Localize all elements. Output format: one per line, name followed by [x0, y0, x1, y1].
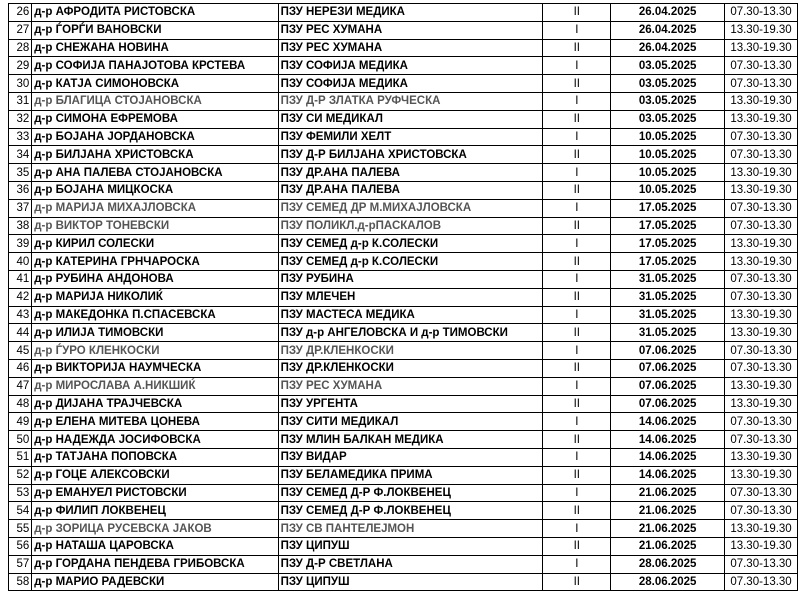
- table-row: [9, 324, 798, 342]
- institution-name: ПЗУ ВИДАР: [278, 448, 543, 466]
- institution-name: ПЗУ СЕМЕД ДР М.МИХАЈЛОВСКА: [278, 199, 543, 217]
- shift-code: II: [543, 359, 611, 377]
- shift-code: II: [543, 217, 611, 235]
- institution-name: ПЗУ СЕМЕД д-р К.СОЛЕСКИ: [278, 235, 543, 253]
- row-number: 30: [9, 75, 32, 93]
- institution-name: ПЗУ Д-Р СВЕТЛАНА: [278, 555, 543, 573]
- institution-name: ПЗУ РУБИНА: [278, 270, 543, 288]
- shift-code: I: [543, 484, 611, 502]
- doctor-name: д-р ЃУРО КЛЕНКОСКИ: [32, 342, 278, 360]
- table-row: [9, 395, 798, 413]
- row-number: 26: [9, 4, 32, 22]
- table-row: [9, 413, 798, 431]
- doctor-name: д-р СИМОНА ЕФРЕМОВА: [32, 110, 278, 128]
- shift-code: I: [543, 413, 611, 431]
- shift-code: I: [543, 520, 611, 538]
- row-number: 55: [9, 520, 32, 538]
- row-number: 41: [9, 270, 32, 288]
- shift-code: II: [543, 39, 611, 57]
- duty-time: 13.30-19.30: [725, 520, 798, 538]
- shift-code: II: [543, 4, 611, 22]
- shift-code: I: [543, 164, 611, 182]
- duty-date: 14.06.2025: [611, 466, 725, 484]
- doctor-name: д-р МИРОСЛАВА А.НИКШИЌ: [32, 377, 278, 395]
- shift-code: II: [543, 431, 611, 449]
- institution-name: ПЗУ СВ ПАНТЕЛЕЈМОН: [278, 520, 543, 538]
- shift-code: I: [543, 92, 611, 110]
- institution-name: ПЗУ ДР.КЛЕНКОСКИ: [278, 359, 543, 377]
- table-row: [9, 342, 798, 360]
- shift-code: II: [543, 75, 611, 93]
- doctor-name: д-р ТАТЈАНА ПОПОВСКА: [32, 448, 278, 466]
- schedule-body: [9, 4, 798, 591]
- schedule-table: [8, 3, 798, 591]
- row-number: 50: [9, 431, 32, 449]
- row-number: 58: [9, 573, 32, 591]
- table-row: [9, 306, 798, 324]
- institution-name: ПЗУ НЕРЕЗИ МЕДИКА: [278, 4, 543, 22]
- table-row: [9, 75, 798, 93]
- institution-name: ПЗУ РЕС ХУМАНА: [278, 39, 543, 57]
- doctor-name: д-р ЗОРИЦА РУСЕВСКА ЈАКОВ: [32, 520, 278, 538]
- table-row: [9, 199, 798, 217]
- row-number: 29: [9, 57, 32, 75]
- duty-time: 13.30-19.30: [725, 164, 798, 182]
- institution-name: ПЗУ МЛЕЧЕН: [278, 288, 543, 306]
- row-number: 27: [9, 21, 32, 39]
- table-row: [9, 253, 798, 271]
- row-number: 48: [9, 395, 32, 413]
- institution-name: ПЗУ ДР.КЛЕНКОСКИ: [278, 342, 543, 360]
- duty-time: 07.30-13.30: [725, 555, 798, 573]
- table-row: [9, 128, 798, 146]
- duty-date: 21.06.2025: [611, 520, 725, 538]
- doctor-name: д-р КИРИЛ СОЛЕСКИ: [32, 235, 278, 253]
- duty-time: 13.30-19.30: [725, 466, 798, 484]
- institution-name: ПЗУ Д-Р БИЛЈАНА ХРИСТОВСКА: [278, 146, 543, 164]
- duty-date: 31.05.2025: [611, 306, 725, 324]
- duty-date: 28.06.2025: [611, 573, 725, 591]
- doctor-name: д-р БИЛЈАНА ХРИСТОВСКА: [32, 146, 278, 164]
- row-number: 44: [9, 324, 32, 342]
- duty-time: 13.30-19.30: [725, 537, 798, 555]
- shift-code: II: [543, 146, 611, 164]
- row-number: 33: [9, 128, 32, 146]
- duty-time: 07.30-13.30: [725, 359, 798, 377]
- row-number: 43: [9, 306, 32, 324]
- duty-date: 03.05.2025: [611, 75, 725, 93]
- table-row: [9, 164, 798, 182]
- row-number: 54: [9, 502, 32, 520]
- institution-name: ПЗУ СИ МЕДИКАЛ: [278, 110, 543, 128]
- duty-date: 03.05.2025: [611, 92, 725, 110]
- duty-time: 07.30-13.30: [725, 4, 798, 22]
- shift-code: II: [543, 181, 611, 199]
- duty-date: 10.05.2025: [611, 181, 725, 199]
- shift-code: I: [543, 57, 611, 75]
- duty-date: 14.06.2025: [611, 413, 725, 431]
- doctor-name: д-р ЃОРЃИ ВАНОВСКИ: [32, 21, 278, 39]
- duty-date: 17.05.2025: [611, 253, 725, 271]
- table-row: [9, 110, 798, 128]
- duty-time: 07.30-13.30: [725, 75, 798, 93]
- table-row: [9, 217, 798, 235]
- duty-time: 07.30-13.30: [725, 199, 798, 217]
- institution-name: ПЗУ д-р АНГЕЛОВСКА И д-р ТИМОВСКИ: [278, 324, 543, 342]
- shift-code: II: [543, 110, 611, 128]
- row-number: 53: [9, 484, 32, 502]
- duty-time: 07.30-13.30: [725, 413, 798, 431]
- table-row: [9, 146, 798, 164]
- duty-date: 31.05.2025: [611, 270, 725, 288]
- duty-date: 17.05.2025: [611, 235, 725, 253]
- duty-date: 28.06.2025: [611, 555, 725, 573]
- row-number: 52: [9, 466, 32, 484]
- table-row: [9, 288, 798, 306]
- doctor-name: д-р РУБИНА АНДОНОВА: [32, 270, 278, 288]
- row-number: 42: [9, 288, 32, 306]
- duty-time: 07.30-13.30: [725, 431, 798, 449]
- duty-time: 13.30-19.30: [725, 395, 798, 413]
- institution-name: ПЗУ ЦИПУШ: [278, 537, 543, 555]
- table-row: [9, 502, 798, 520]
- institution-name: ПЗУ СЕМЕД Д-Р Ф.ЛОКВЕНЕЦ: [278, 484, 543, 502]
- duty-time: 13.30-19.30: [725, 377, 798, 395]
- shift-code: II: [543, 537, 611, 555]
- row-number: 45: [9, 342, 32, 360]
- doctor-name: д-р КАТЕРИНА ГРНЧАРОСКА: [32, 253, 278, 271]
- doctor-name: д-р АФРОДИТА РИСТОВСКА: [32, 4, 278, 22]
- duty-date: 21.06.2025: [611, 502, 725, 520]
- table-row: [9, 466, 798, 484]
- doctor-name: д-р ВИКТОР ТОНЕВСКИ: [32, 217, 278, 235]
- duty-date: 31.05.2025: [611, 288, 725, 306]
- duty-date: 26.04.2025: [611, 21, 725, 39]
- doctor-name: д-р БОЈАНА МИЦКОСКА: [32, 181, 278, 199]
- duty-date: 03.05.2025: [611, 110, 725, 128]
- table-row: [9, 377, 798, 395]
- row-number: 34: [9, 146, 32, 164]
- table-row: [9, 39, 798, 57]
- duty-time: 13.30-19.30: [725, 39, 798, 57]
- duty-date: 03.05.2025: [611, 57, 725, 75]
- duty-date: 31.05.2025: [611, 324, 725, 342]
- duty-time: 07.30-13.30: [725, 342, 798, 360]
- duty-date: 07.06.2025: [611, 342, 725, 360]
- shift-code: I: [543, 555, 611, 573]
- institution-name: ПЗУ СОФИЈА МЕДИКА: [278, 75, 543, 93]
- duty-time: 07.30-13.30: [725, 288, 798, 306]
- duty-date: 21.06.2025: [611, 484, 725, 502]
- duty-time: 13.30-19.30: [725, 253, 798, 271]
- row-number: 32: [9, 110, 32, 128]
- duty-time: 13.30-19.30: [725, 21, 798, 39]
- institution-name: ПЗУ РЕС ХУМАНА: [278, 21, 543, 39]
- table-row: [9, 573, 798, 591]
- institution-name: ПЗУ СИТИ МЕДИКАЛ: [278, 413, 543, 431]
- doctor-name: д-р АНА ПАЛЕВА СТОЈАНОВСКА: [32, 164, 278, 182]
- row-number: 31: [9, 92, 32, 110]
- shift-code: I: [543, 235, 611, 253]
- duty-date: 10.05.2025: [611, 128, 725, 146]
- table-row: [9, 181, 798, 199]
- doctor-name: д-р МАКЕДОНКА П.СПАСЕВСКА: [32, 306, 278, 324]
- shift-code: I: [543, 199, 611, 217]
- doctor-name: д-р ЕЛЕНА МИТЕВА ЦОНЕВА: [32, 413, 278, 431]
- duty-time: 13.30-19.30: [725, 181, 798, 199]
- shift-code: I: [543, 128, 611, 146]
- shift-code: II: [543, 466, 611, 484]
- row-number: 35: [9, 164, 32, 182]
- table-row: [9, 21, 798, 39]
- doctor-name: д-р НАТАША ЦАРОВСКА: [32, 537, 278, 555]
- row-number: 36: [9, 181, 32, 199]
- row-number: 38: [9, 217, 32, 235]
- duty-time: 07.30-13.30: [725, 217, 798, 235]
- doctor-name: д-р МАРИЈА НИКОЛИЌ: [32, 288, 278, 306]
- institution-name: ПЗУ СОФИЈА МЕДИКА: [278, 57, 543, 75]
- table-row: [9, 4, 798, 22]
- doctor-name: д-р КАТЈА СИМОНОВСКА: [32, 75, 278, 93]
- shift-code: II: [543, 324, 611, 342]
- shift-code: I: [543, 306, 611, 324]
- table-row: [9, 270, 798, 288]
- duty-time: 13.30-19.30: [725, 306, 798, 324]
- shift-code: II: [543, 288, 611, 306]
- doctor-name: д-р ИЛИЈА ТИМОВСКИ: [32, 324, 278, 342]
- duty-date: 10.05.2025: [611, 146, 725, 164]
- duty-time: 07.30-13.30: [725, 573, 798, 591]
- doctor-name: д-р БОЈАНА ЈОРДАНОВСКА: [32, 128, 278, 146]
- duty-date: 26.04.2025: [611, 4, 725, 22]
- duty-time: 13.30-19.30: [725, 235, 798, 253]
- table-row: [9, 448, 798, 466]
- doctor-name: д-р МАРИО РАДЕВСКИ: [32, 573, 278, 591]
- table-row: [9, 359, 798, 377]
- institution-name: ПЗУ БЕЛАМЕДИКА ПРИМА: [278, 466, 543, 484]
- duty-time: 07.30-13.30: [725, 146, 798, 164]
- doctor-name: д-р ВИКТОРИЈА НАУМЧЕСКА: [32, 359, 278, 377]
- row-number: 57: [9, 555, 32, 573]
- table-row: [9, 57, 798, 75]
- row-number: 39: [9, 235, 32, 253]
- row-number: 28: [9, 39, 32, 57]
- doctor-name: д-р НАДЕЖДА ЈОСИФОВСКА: [32, 431, 278, 449]
- duty-time: 07.30-13.30: [725, 502, 798, 520]
- duty-date: 21.06.2025: [611, 537, 725, 555]
- duty-date: 07.06.2025: [611, 395, 725, 413]
- shift-code: I: [543, 448, 611, 466]
- institution-name: ПЗУ ДР.АНА ПАЛЕВА: [278, 164, 543, 182]
- institution-name: ПЗУ Д-Р ЗЛАТКА РУФЧЕСКА: [278, 92, 543, 110]
- duty-time: 13.30-19.30: [725, 92, 798, 110]
- row-number: 56: [9, 537, 32, 555]
- table-row: [9, 537, 798, 555]
- row-number: 49: [9, 413, 32, 431]
- doctor-name: д-р МАРИЈА МИХАЈЛОВСКА: [32, 199, 278, 217]
- doctor-name: д-р ГОРДАНА ПЕНДЕВА ГРИБОВСКА: [32, 555, 278, 573]
- institution-name: ПЗУ УРГЕНТА: [278, 395, 543, 413]
- duty-date: 14.06.2025: [611, 431, 725, 449]
- shift-code: II: [543, 502, 611, 520]
- doctor-name: д-р ДИЈАНА ТРАЈЧЕВСКА: [32, 395, 278, 413]
- institution-name: ПЗУ СЕМЕД Д-Р Ф.ЛОКВЕНЕЦ: [278, 502, 543, 520]
- table-row: [9, 235, 798, 253]
- table-row: [9, 484, 798, 502]
- duty-date: 17.05.2025: [611, 217, 725, 235]
- duty-date: 26.04.2025: [611, 39, 725, 57]
- table-row: [9, 520, 798, 538]
- institution-name: ПЗУ МЛИН БАЛКАН МЕДИКА: [278, 431, 543, 449]
- doctor-name: д-р СОФИЈА ПАНАЈОТОВА КРСТЕВА: [32, 57, 278, 75]
- duty-time: 13.30-19.30: [725, 110, 798, 128]
- institution-name: ПЗУ РЕС ХУМАНА: [278, 377, 543, 395]
- institution-name: ПЗУ СЕМЕД д-р К.СОЛЕСКИ: [278, 253, 543, 271]
- table-row: [9, 555, 798, 573]
- row-number: 46: [9, 359, 32, 377]
- duty-time: 07.30-13.30: [725, 128, 798, 146]
- shift-code: II: [543, 395, 611, 413]
- institution-name: ПЗУ ФЕМИЛИ ХЕЛТ: [278, 128, 543, 146]
- shift-code: II: [543, 253, 611, 271]
- duty-date: 07.06.2025: [611, 359, 725, 377]
- doctor-name: д-р ФИЛИП ЛОКВЕНЕЦ: [32, 502, 278, 520]
- duty-time: 07.30-13.30: [725, 270, 798, 288]
- duty-date: 10.05.2025: [611, 164, 725, 182]
- row-number: 40: [9, 253, 32, 271]
- shift-code: I: [543, 377, 611, 395]
- table-row: [9, 431, 798, 449]
- shift-code: I: [543, 270, 611, 288]
- doctor-name: д-р БЛАГИЦА СТОЈАНОВСКА: [32, 92, 278, 110]
- shift-code: II: [543, 573, 611, 591]
- institution-name: ПЗУ ЦИПУШ: [278, 573, 543, 591]
- doctor-name: д-р ЕМАНУЕЛ РИСТОВСКИ: [32, 484, 278, 502]
- duty-date: 17.05.2025: [611, 199, 725, 217]
- duty-date: 14.06.2025: [611, 448, 725, 466]
- duty-date: 07.06.2025: [611, 377, 725, 395]
- institution-name: ПЗУ ДР.АНА ПАЛЕВА: [278, 181, 543, 199]
- duty-time: 07.30-13.30: [725, 57, 798, 75]
- row-number: 47: [9, 377, 32, 395]
- institution-name: ПЗУ МАСТЕСА МЕДИКА: [278, 306, 543, 324]
- shift-code: I: [543, 342, 611, 360]
- duty-time: 13.30-19.30: [725, 324, 798, 342]
- row-number: 51: [9, 448, 32, 466]
- row-number: 37: [9, 199, 32, 217]
- institution-name: ПЗУ ПОЛИКЛ.д-рПАСКАЛОВ: [278, 217, 543, 235]
- shift-code: I: [543, 21, 611, 39]
- table-row: [9, 92, 798, 110]
- duty-time: 07.30-13.30: [725, 484, 798, 502]
- duty-time: 13.30-19.30: [725, 448, 798, 466]
- doctor-name: д-р СНЕЖАНА НОВИНА: [32, 39, 278, 57]
- doctor-name: д-р ГОЦЕ АЛЕКСОВСКИ: [32, 466, 278, 484]
